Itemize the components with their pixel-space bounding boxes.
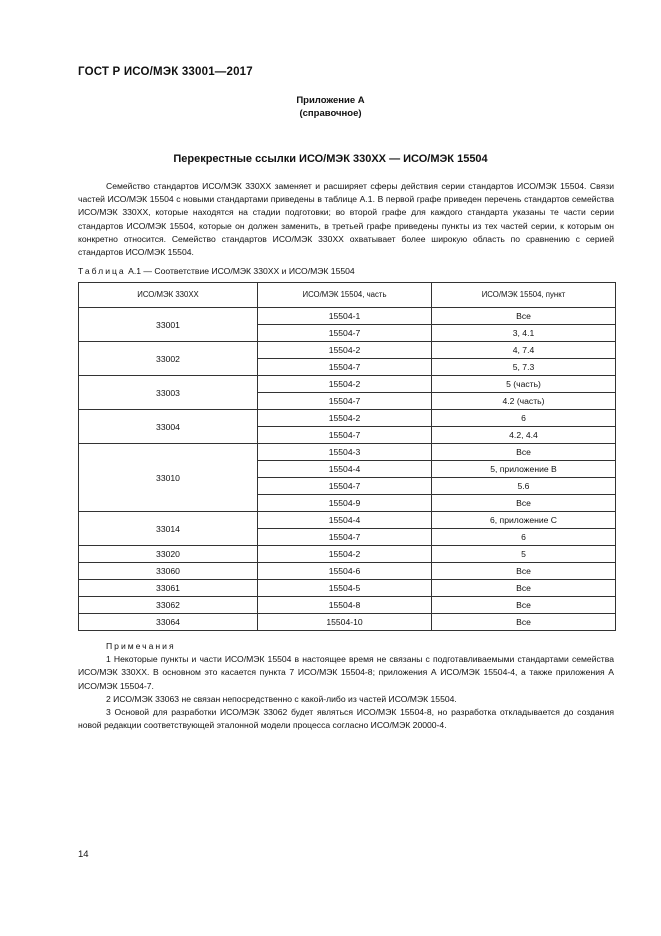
cell-standard: 33004	[79, 410, 258, 444]
cell-standard: 33003	[79, 376, 258, 410]
table-row	[79, 444, 616, 461]
cell-part: 15504-7	[258, 529, 432, 546]
note-item: 3 Основой для разработки ИСО/МЭК 33062 будет являться ИСО/МЭК 15504-8, но разработка откладывается до создания новой редакции соответствующей эталонной модели процесса согласно ИСО/МЭК 20000-4.	[78, 707, 614, 731]
intro-paragraph: Семейство стандартов ИСО/МЭК 330XX заменяет и расширяет сферы действия серии стандартов ИСО/МЭК 15504. Связи частей ИСО/МЭК 15504 с новыми стандартами приведены в таблице А.1. В первой графе приведен перечень стандартов семейства ИСО/МЭК 330XX, которые находятся на стадии подготовки; во второй графе для каждого стандарта указаны те части серии стандартов ИСО/МЭК 15504, которые он должен заменить, в третьей графе приведены пункты из тех частей серии, к которым он конкретно относится. Семейство стандартов ИСО/МЭК 330XX охватывает более широкую область по сравнению с серией стандартов ИСО/МЭК 15504.	[78, 181, 614, 258]
cell-part: 15504-6	[258, 563, 432, 580]
table-row	[79, 308, 616, 325]
cell-part: 15504-10	[258, 614, 432, 631]
cell-part: 15504-5	[258, 580, 432, 597]
cell-clause: Все	[432, 597, 616, 614]
table-row	[79, 342, 616, 359]
cell-clause: 6, приложение С	[432, 512, 616, 529]
cell-clause: Все	[432, 308, 616, 325]
cell-clause: Все	[432, 495, 616, 512]
notes-section	[78, 640, 614, 732]
table-body	[79, 308, 616, 631]
note-item: 1 Некоторые пункты и части ИСО/МЭК 15504 в настоящее время не связаны с подготавливаемыми стандартами семейства ИСО/МЭК 330XX. В основном это касается пункта 7 ИСО/МЭК 15504-8; приложения А ИСО/МЭК 15504-4, а также приложения А ИСО/МЭК 15504-7.	[78, 654, 614, 691]
table-row	[79, 614, 616, 631]
cell-part: 15504-2	[258, 342, 432, 359]
cell-part: 15504-7	[258, 478, 432, 495]
page-number: 14	[78, 849, 89, 860]
cross-reference-table	[78, 282, 616, 631]
table-row	[79, 546, 616, 563]
annex-title: Приложение А	[296, 95, 365, 106]
table-row	[79, 580, 616, 597]
cell-standard: 33060	[79, 563, 258, 580]
cell-part: 15504-8	[258, 597, 432, 614]
cell-clause: 5	[432, 546, 616, 563]
cell-part: 15504-2	[258, 376, 432, 393]
table-caption-text: А.1 — Соответствие ИСО/МЭК 330XX и ИСО/МЭК 15504	[128, 266, 355, 276]
cell-clause: 5.6	[432, 478, 616, 495]
cell-standard: 33064	[79, 614, 258, 631]
annex-subtitle: (справочное)	[299, 108, 362, 119]
table-caption-prefix: Таблица	[78, 266, 126, 276]
header-col-part: ИСО/МЭК 15504, часть	[258, 283, 432, 308]
cell-part: 15504-9	[258, 495, 432, 512]
cell-standard: 33014	[79, 512, 258, 546]
cell-part: 15504-3	[258, 444, 432, 461]
cell-clause: 4, 7.4	[432, 342, 616, 359]
notes-heading: Примечания	[106, 641, 176, 651]
table-row	[79, 376, 616, 393]
cell-part: 15504-7	[258, 359, 432, 376]
table-caption	[78, 266, 355, 276]
cell-clause: 6	[432, 529, 616, 546]
cell-part: 15504-4	[258, 512, 432, 529]
cell-clause: 5, приложение В	[432, 461, 616, 478]
cell-standard: 33010	[79, 444, 258, 512]
cell-clause: 5 (часть)	[432, 376, 616, 393]
table-row	[79, 512, 616, 529]
cell-clause: Все	[432, 614, 616, 631]
cell-clause: Все	[432, 563, 616, 580]
section-heading: Перекрестные ссылки ИСО/МЭК 330XX — ИСО/МЭК 15504	[173, 153, 488, 165]
note-item: 2 ИСО/МЭК 33063 не связан непосредственно с какой-либо из частей ИСО/МЭК 15504.	[106, 693, 457, 704]
cell-standard: 33002	[79, 342, 258, 376]
cell-standard: 33061	[79, 580, 258, 597]
cell-part: 15504-2	[258, 546, 432, 563]
cell-standard: 33020	[79, 546, 258, 563]
table-row	[79, 410, 616, 427]
cell-clause: Все	[432, 580, 616, 597]
cell-standard: 33001	[79, 308, 258, 342]
cell-clause: 6	[432, 410, 616, 427]
cell-clause: 4.2, 4.4	[432, 427, 616, 444]
header-col-clause: ИСО/МЭК 15504, пункт	[432, 283, 616, 308]
cell-part: 15504-7	[258, 427, 432, 444]
cell-standard: 33062	[79, 597, 258, 614]
cell-clause: Все	[432, 444, 616, 461]
cell-part: 15504-2	[258, 410, 432, 427]
cell-clause: 4.2 (часть)	[432, 393, 616, 410]
header-col-standard: ИСО/МЭК 330XX	[79, 283, 258, 308]
table-row	[79, 597, 616, 614]
cell-part: 15504-4	[258, 461, 432, 478]
document-code: ГОСТ Р ИСО/МЭК 33001—2017	[78, 66, 253, 78]
cell-part: 15504-1	[258, 308, 432, 325]
cell-clause: 5, 7.3	[432, 359, 616, 376]
table-row	[79, 563, 616, 580]
cell-clause: 3, 4.1	[432, 325, 616, 342]
cell-part: 15504-7	[258, 325, 432, 342]
table-header-row	[79, 283, 616, 308]
cell-part: 15504-7	[258, 393, 432, 410]
